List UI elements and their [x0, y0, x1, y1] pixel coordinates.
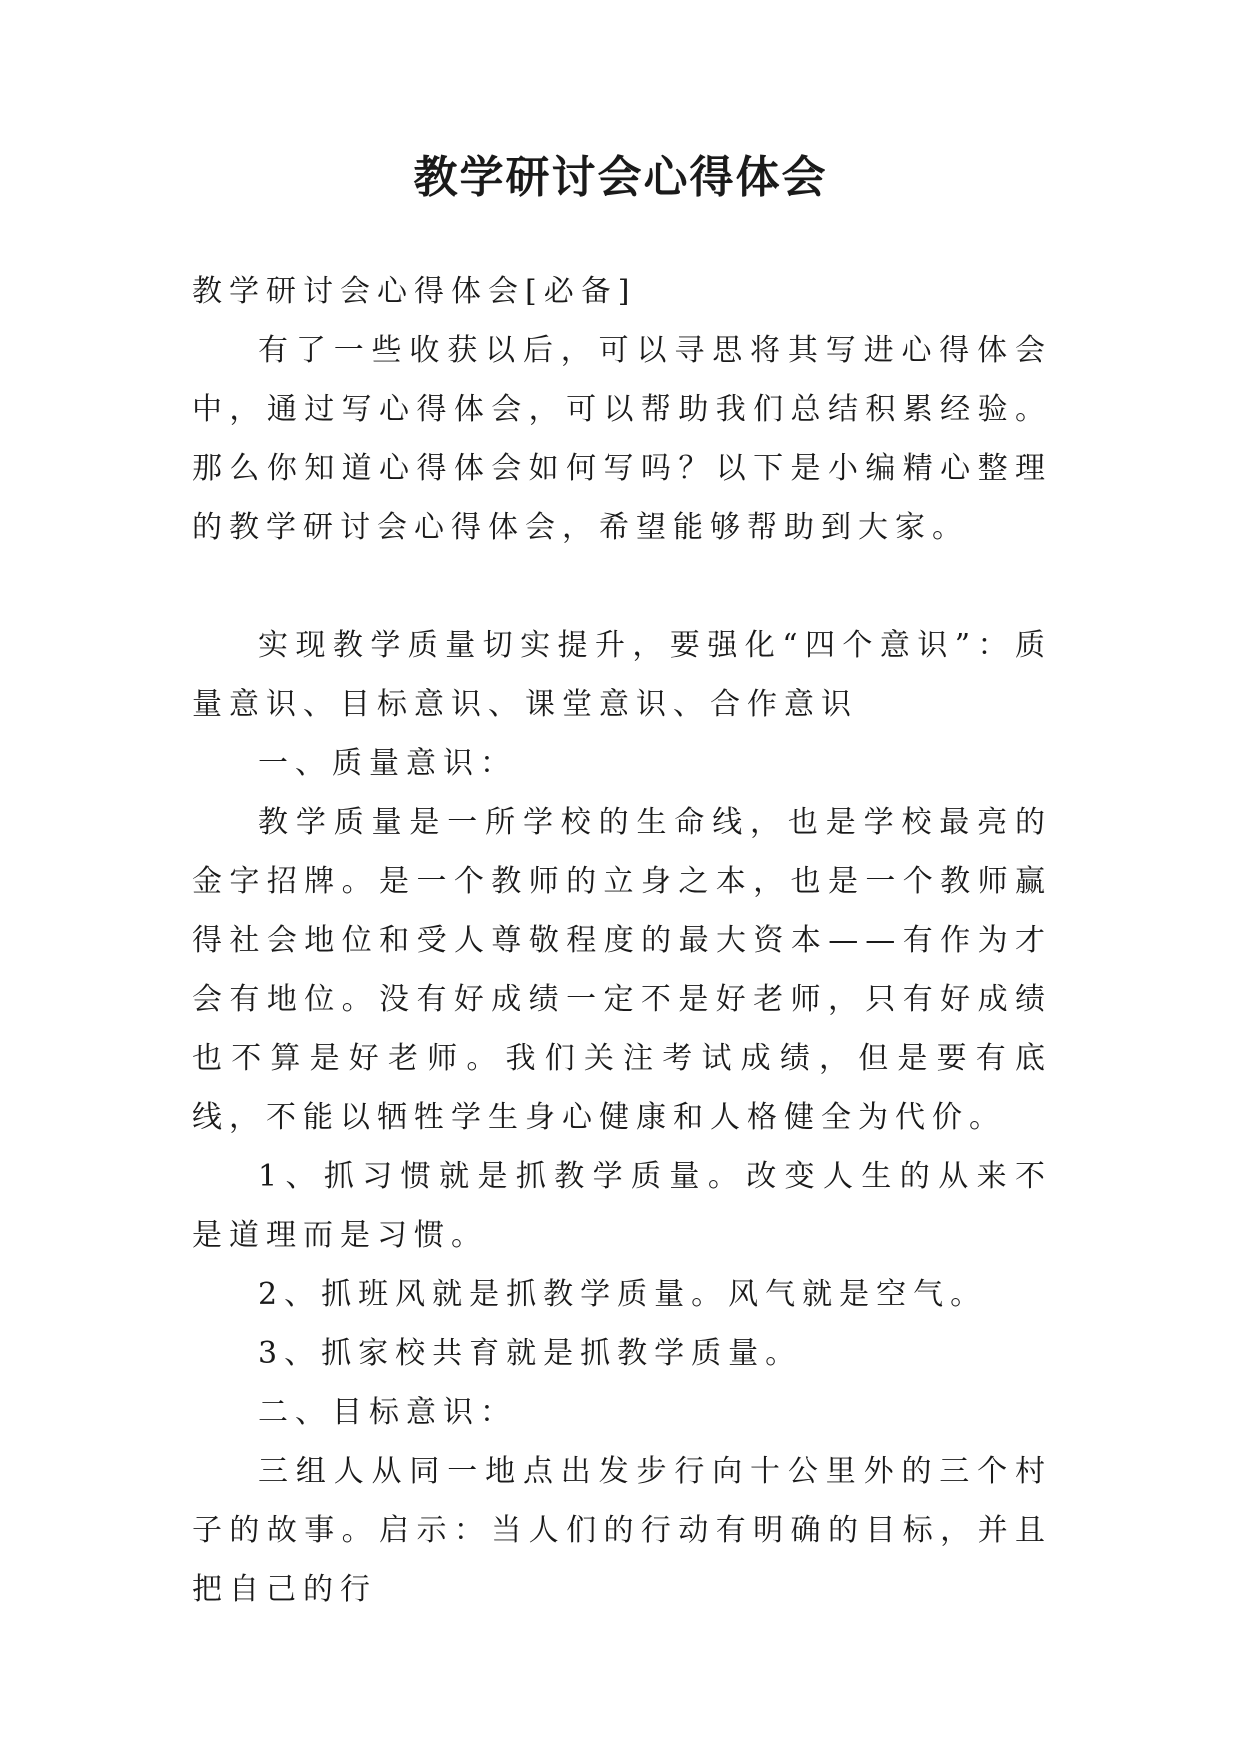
section-heading-quality: 一、质量意识：	[258, 746, 517, 781]
document-title: 教学研讨会心得体会	[413, 152, 828, 203]
section-heading-goal: 二、目标意识：	[258, 1395, 517, 1430]
intro-paragraph: 有了一些收获以后，可以寻思将其写进心得体会中，通过写心得体会，可以帮助我们总结积累经验。那么你知道心得体会如何写吗？以下是小编精心整理的教学研讨会心得体会，希望能够帮助到大家。	[192, 333, 1052, 545]
four-awareness-paragraph: 实现教学质量切实提升，要强化“四个意识”：质量意识、目标意识、课堂意识、合作意识	[192, 628, 1052, 722]
list-item-class-spirit: 2、抓班风就是抓教学质量。风气就是空气。	[258, 1277, 988, 1312]
goal-paragraph: 三组人从同一地点出发步行向十公里外的三个村子的故事。启示：当人们的行动有明确的目标，并且把自己的行	[192, 1454, 1052, 1607]
list-item-habits: 1、抓习惯就是抓教学质量。改变人生的从来不是道理而是习惯。	[192, 1159, 1052, 1253]
paragraph-spacer	[192, 557, 1052, 616]
document-body	[192, 262, 1052, 1619]
quality-paragraph: 教学质量是一所学校的生命线，也是学校最亮的金字招牌。是一个教师的立身之本，也是一个教师赢得社会地位和受人尊敬程度的最大资本——有作为才会有地位。没有好成绩一定不是好老师，只有好成绩也不算是好老师。我们关注考试成绩，但是要有底线，不能以牺牲学生身心健康和人格健全为代价。	[192, 805, 1052, 1135]
list-item-home-school: 3、抓家校共育就是抓教学质量。	[258, 1336, 803, 1371]
document-subtitle-line: 教学研讨会心得体会[必备]	[192, 274, 637, 309]
